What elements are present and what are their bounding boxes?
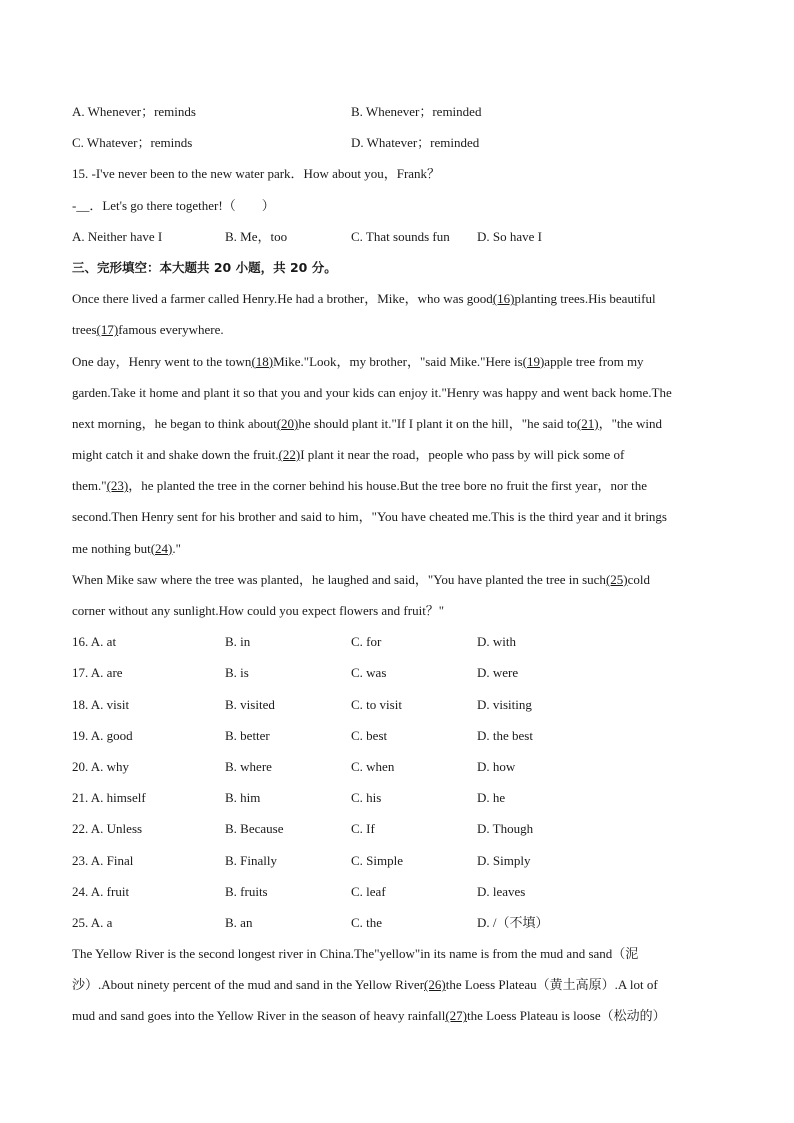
passage-1-line xyxy=(72,408,722,439)
answer-option[interactable]: 16. A. at xyxy=(72,634,117,650)
question-row xyxy=(72,657,722,688)
answer-option[interactable]: 23. A. Final xyxy=(72,852,134,868)
answer-option[interactable]: C. Simple xyxy=(351,852,404,868)
answer-option[interactable]: 18. A. visit xyxy=(72,696,130,712)
q14-options-row-1 xyxy=(72,96,722,127)
q15-option-b[interactable]: B. Me，too xyxy=(225,228,288,244)
passage-2-line xyxy=(72,938,722,969)
answer-option[interactable]: B. better xyxy=(225,727,270,743)
answer-option[interactable]: B. is xyxy=(225,665,249,681)
cloze-question-list xyxy=(72,626,722,938)
cloze-blank[interactable]: (20) xyxy=(276,415,299,431)
passage-text: trees xyxy=(72,322,97,338)
answer-option[interactable]: C. best xyxy=(351,727,388,743)
question-row xyxy=(72,813,722,844)
answer-option[interactable]: 20. A. why xyxy=(72,758,130,774)
answer-option[interactable]: B. fruits xyxy=(225,883,268,899)
passage-text: mud and sand goes into the Yellow River in the season of heavy rainfall xyxy=(72,1008,446,1024)
cloze-passage-2 xyxy=(72,938,722,1032)
passage-text: second.Then Henry sent for his brother and said to him，"You have cheated me.This is the third year and it brings xyxy=(72,509,667,525)
passage-2-line xyxy=(72,1000,722,1031)
q14-option-b[interactable]: B. Whenever；reminded xyxy=(351,104,482,119)
passage-text: Once there lived a farmer called Henry.He had a brother，Mike，who was good xyxy=(72,291,493,307)
passage-text: them." xyxy=(72,478,107,494)
answer-option[interactable]: D. /（不填） xyxy=(477,914,549,930)
answer-option[interactable]: B. an xyxy=(225,914,253,930)
passage-1-line xyxy=(72,501,722,532)
answer-option[interactable]: D. Though xyxy=(477,821,534,837)
answer-option[interactable]: C. to visit xyxy=(351,696,402,712)
passage-text: he should plant it."If I plant it on the hill，"he said to xyxy=(298,415,577,431)
cloze-passage-1 xyxy=(72,283,722,626)
passage-1-line xyxy=(72,533,722,564)
passage-text: planting trees.His beautiful xyxy=(514,291,656,307)
q14-option-c[interactable]: C. Whatever；reminds xyxy=(72,135,193,151)
answer-option[interactable]: D. leaves xyxy=(477,883,526,899)
q15-option-c[interactable]: C. That sounds fun xyxy=(351,228,450,244)
answer-option[interactable]: C. the xyxy=(351,914,383,930)
passage-1-line xyxy=(72,564,722,595)
answer-option[interactable]: C. when xyxy=(351,758,395,774)
q15-option-a[interactable]: A. Neither have I xyxy=(72,228,163,244)
passage-text: corner without any sunlight.How could you expect flowers and fruit？" xyxy=(72,603,445,618)
passage-1-line xyxy=(72,470,722,501)
answer-option[interactable]: B. him xyxy=(225,790,261,806)
passage-text: the Loess Plateau is loose（松动的） xyxy=(467,1008,666,1024)
q14-option-d[interactable]: D. Whatever；reminded xyxy=(351,135,480,151)
answer-option[interactable]: 17. A. are xyxy=(72,665,123,681)
passage-2-line xyxy=(72,969,722,1000)
passage-text: garden.Take it home and plant it so that you and your kids can enjoy it."Henry was happy and went back home.The xyxy=(72,384,672,400)
passage-text: cold xyxy=(627,571,650,587)
cloze-blank[interactable]: (21) xyxy=(576,415,599,431)
question-row xyxy=(72,751,722,782)
answer-option[interactable]: C. his xyxy=(351,790,382,806)
answer-option[interactable]: C. If xyxy=(351,821,375,837)
passage-text: apple tree from my xyxy=(544,353,644,369)
passage-text: Mike."Look，my brother，"said Mike."Here is xyxy=(273,353,523,369)
passage-1-line xyxy=(72,595,722,626)
q15-stem: 15. -I've never been to the new water park．How about you，Frank？ xyxy=(72,166,441,182)
answer-option[interactable]: D. with xyxy=(477,634,516,650)
passage-text: ，"the wind xyxy=(598,415,663,431)
cloze-blank[interactable]: (19) xyxy=(522,353,545,369)
question-row xyxy=(72,782,722,813)
question-row xyxy=(72,876,722,907)
question-row xyxy=(72,626,722,657)
answer-option[interactable]: D. how xyxy=(477,758,516,774)
q15-line-2: -__．Let's go there together!（ ） xyxy=(72,197,275,213)
passage-text: One day，Henry went to the town xyxy=(72,353,252,369)
answer-option[interactable]: B. Finally xyxy=(225,852,278,868)
cloze-blank[interactable]: (25) xyxy=(605,571,628,587)
cloze-blank[interactable]: (16) xyxy=(492,291,515,307)
answer-option[interactable]: B. visited xyxy=(225,696,275,712)
cloze-blank[interactable]: (22) xyxy=(278,447,301,463)
passage-text: The Yellow River is the second longest river in China.The"yellow"in its name is from the mud and sand（泥 xyxy=(72,946,639,962)
cloze-blank[interactable]: (24) xyxy=(150,540,173,556)
answer-option[interactable]: D. he xyxy=(477,790,506,806)
answer-option[interactable]: 21. A. himself xyxy=(72,790,146,806)
passage-text: famous everywhere. xyxy=(118,322,224,338)
cloze-blank[interactable]: (18) xyxy=(251,353,274,369)
answer-option[interactable]: 22. A. Unless xyxy=(72,821,143,837)
question-row xyxy=(72,720,722,751)
exam-page xyxy=(72,96,722,1032)
answer-option[interactable]: C. for xyxy=(351,634,382,650)
passage-text: I plant it near the road，people who pass by will pick some of xyxy=(300,447,625,463)
q14-options-row-2 xyxy=(72,127,722,158)
cloze-blank[interactable]: (26) xyxy=(424,977,446,993)
q15-options xyxy=(72,221,722,252)
passage-1-line xyxy=(72,439,722,470)
question-row xyxy=(72,845,722,876)
passage-text: ，he planted the tree in the corner behind his house.But the tree bore no fruit the first year，nor the xyxy=(128,478,647,494)
passage-1-line xyxy=(72,346,722,377)
passage-text: the Loess Plateau（黄土高原）.A lot of xyxy=(445,977,658,993)
answer-option[interactable]: D. Simply xyxy=(477,852,531,868)
answer-option[interactable]: B. Because xyxy=(225,821,284,837)
cloze-blank[interactable]: (23) xyxy=(106,478,129,494)
passage-1-line xyxy=(72,283,722,314)
cloze-blank[interactable]: (17) xyxy=(96,322,119,338)
q14-option-a[interactable]: A. Whenever；reminds xyxy=(72,104,196,119)
answer-option[interactable]: 19. A. good xyxy=(72,727,133,743)
section-3-heading: 三、完形填空：本大题共 20 小题，共 20 分。 xyxy=(72,259,337,275)
passage-text: me nothing but xyxy=(72,540,151,556)
answer-option[interactable]: 24. A. fruit xyxy=(72,883,130,899)
answer-option[interactable]: B. where xyxy=(225,758,272,774)
passage-text: might catch it and shake down the fruit. xyxy=(72,447,279,463)
passage-1-line xyxy=(72,314,722,345)
q15-option-d[interactable]: D. So have I xyxy=(477,228,542,244)
question-row xyxy=(72,907,722,938)
passage-1-line xyxy=(72,377,722,408)
answer-option[interactable]: C. leaf xyxy=(351,883,386,899)
question-row xyxy=(72,689,722,720)
passage-text: 沙）.About ninety percent of the mud and sand in the Yellow River xyxy=(72,977,425,993)
answer-option[interactable]: 25. A. a xyxy=(72,914,113,930)
answer-option[interactable]: D. visiting xyxy=(477,696,532,712)
answer-option[interactable]: C. was xyxy=(351,665,387,681)
answer-option[interactable]: D. were xyxy=(477,665,519,681)
cloze-blank[interactable]: (27) xyxy=(445,1008,467,1024)
answer-option[interactable]: B. in xyxy=(225,634,251,650)
passage-text: next morning，he began to think about xyxy=(72,415,277,431)
answer-option[interactable]: D. the best xyxy=(477,727,533,743)
passage-text: When Mike saw where the tree was planted，he laughed and said，"You have planted the tree in such xyxy=(72,571,606,587)
passage-text: ." xyxy=(172,540,181,556)
